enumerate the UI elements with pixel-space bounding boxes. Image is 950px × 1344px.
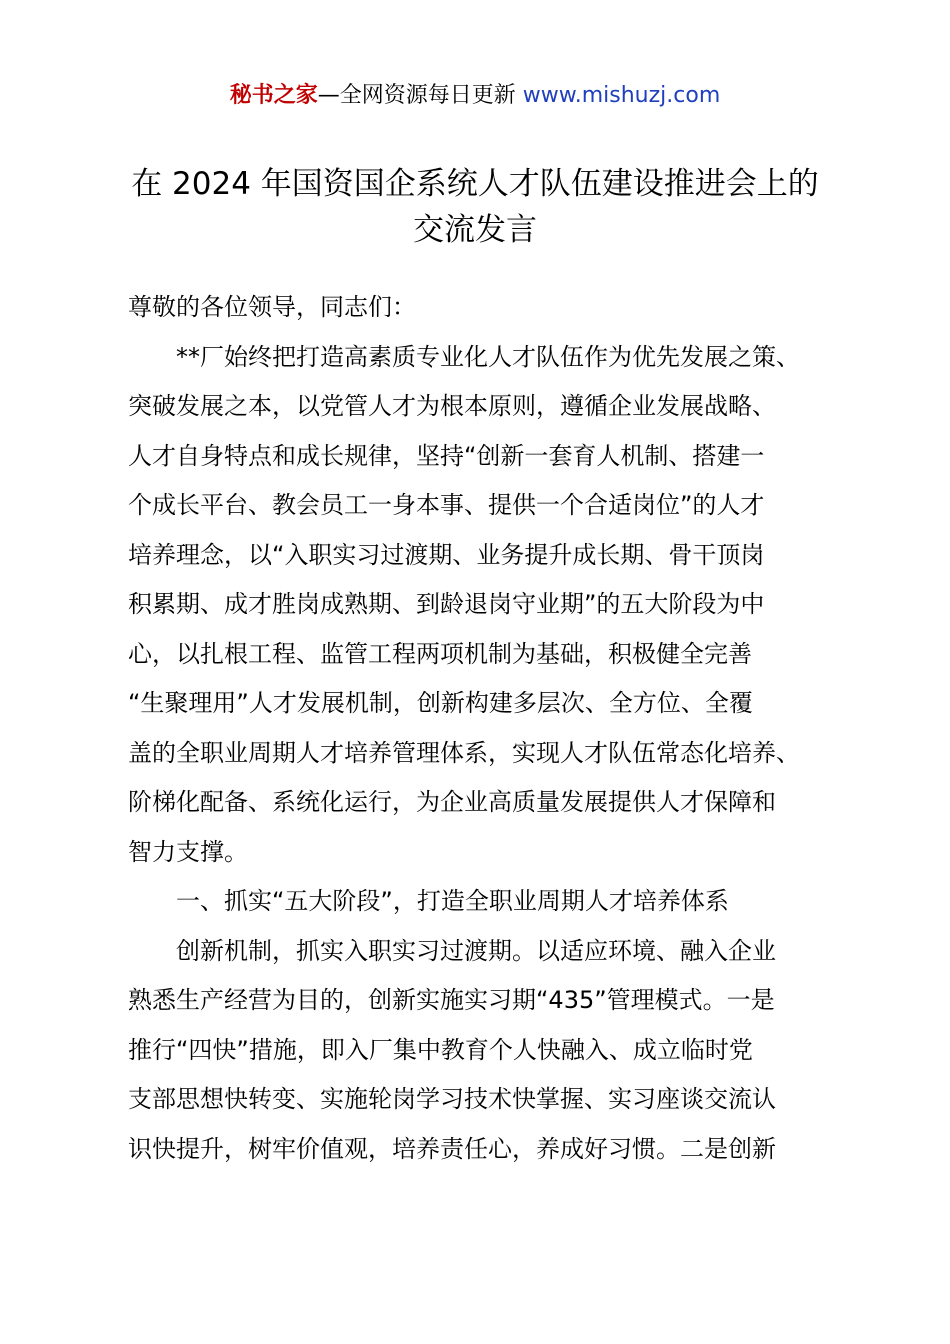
salutation: 尊敬的各位领导，同志们： [128, 293, 416, 321]
brand-name: 秘书之家 [229, 83, 318, 108]
body-line: 智力支撑。 [128, 837, 248, 866]
watermark-header [0, 80, 950, 112]
header-slogan: —全网资源每日更新 [317, 83, 516, 108]
body-line: 创新机制，抓实入职实习过渡期。以适应环境、融入企业 [128, 936, 776, 965]
document-body [128, 283, 848, 1174]
body-line: “生聚理用”人才发展机制，创新构建多层次、全方位、全覆 [128, 689, 753, 717]
body-line: 突破发展之本，以党管人才为根本原则，遵循企业发展战略、 [128, 392, 776, 420]
body-line: 盖的全职业周期人才培养管理体系，实现人才队伍常态化培养、 [128, 738, 800, 767]
body-line: 人才自身特点和成长规律，坚持“创新一套育人机制、搭建一 [128, 441, 765, 470]
body-line: 阶梯化配备、系统化运行，为企业高质量发展提供人才保障和 [128, 788, 776, 816]
title-line-1: 在 2024 年国资国企系统人才队伍建设推进会上的 [131, 166, 819, 202]
body-line: **厂始终把打造高素质专业化人才队伍作为优先发展之策、 [128, 342, 800, 371]
document-title [0, 161, 950, 253]
title-line-2: 交流发言 [413, 212, 537, 248]
site-url-link[interactable]: www.mishuzj.com [522, 83, 721, 108]
body-line: 积累期、成才胜岗成熟期、到龄退岗守业期”的五大阶段为中 [128, 590, 765, 618]
body-line: 熟悉生产经营为目的，创新实施实习期“435”管理模式。一是 [128, 986, 775, 1014]
body-line: 推行“四快”措施，即入厂集中教育个人快融入、成立临时党 [128, 1035, 753, 1064]
body-line: 个成长平台、教会员工一身本事、提供一个合适岗位”的人才 [128, 491, 765, 519]
body-line: 心，以扎根工程、监管工程两项机制为基础，积极健全完善 [128, 639, 752, 668]
body-line: 培养理念，以“入职实习过渡期、业务提升成长期、骨干顶岗 [128, 540, 765, 569]
section-heading: 一、抓实“五大阶段”，打造全职业周期人才培养体系 [128, 887, 729, 915]
body-line: 识快提升，树牢价值观，培养责任心，养成好习惯。二是创新 [128, 1134, 776, 1163]
body-line: 支部思想快转变、实施轮岗学习技术快掌握、实习座谈交流认 [128, 1085, 776, 1113]
